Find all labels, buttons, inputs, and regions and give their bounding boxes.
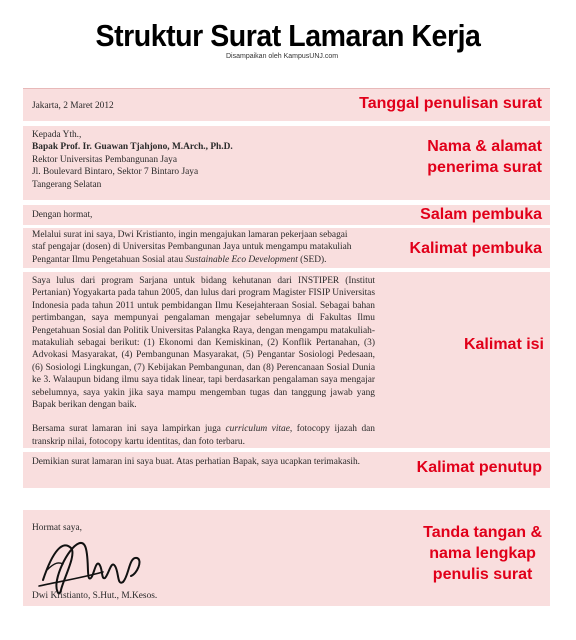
signature-label-line: Tanda tangan & [423, 524, 542, 541]
page-subtitle: Disampaikan oleh KampusUNJ.com [226, 53, 339, 60]
recipient-line: Jl. Boulevard Bintaro, Sektor 7 Bintaro Jaya [32, 167, 199, 178]
closing-section [23, 452, 550, 488]
recipient-line: Tangerang Selatan [32, 179, 102, 190]
recipient-label-line: Nama & alamat [427, 138, 542, 155]
content-text-span: , fotocopy ijazah dan transkrip nilai, fotocopy kartu identitas, dan foto terbaru. [32, 424, 375, 447]
closing-label: Kalimat penutup [416, 459, 542, 476]
closing-text: Demikian surat lamaran ini saya buat. Atas perhatian Bapak, saya ucapkan terimakasih. [32, 457, 361, 467]
signature-label-line: nama lengkap [429, 545, 536, 562]
date-text: Jakarta, 2 Maret 2012 [32, 101, 114, 111]
opening-label: Kalimat pembuka [409, 240, 542, 257]
content-paragraph: Saya lulus dari program Sarjana untuk bidang kehutanan dari INSTIPER (Institut Pertanian) Yogyakarta pada tahun 2005, dan lulus dari program Magister FISIP Universitas Indonesia pada tahun 2011 untuk pembidangan Ilmu Kesejahteraan Sosial. Sebagai bahan pertimbangan, saya mempunyai pengalaman mengajar sebelumnya di Fakultas Ilmu Pengetahuan Sosial dan Politik Universitas Palangka Raya, dengan mengampu matakuliah-matakuliah sebagai berikut: (1) Ekonomi dan Kemiskinan, (2) Konflik Pertanahan, (3) Advokasi Masyarakat, (4) Pembangunan Masyarakat, (5) Pengantar Sosiologi Pedesaan, (6) Sosiologi Lingkungan, (7) Kebijakan Pembangunan, dan (8) Perencanaan Sosial Dunia ke 3. Walaupun bidang ilmu saya tidak linear, tapi berdasarkan pengalaman saya mengajar sebelumnya, saya yakin jika saya mampu mengemban tugas dan tanggung jawab yang Bapak berikan dengan baik. [32, 276, 375, 411]
content-text [32, 275, 375, 448]
opening-line: Melalui surat ini saya, Dwi Kristianto, ingin mengajukan lamaran pekerjaan sebagai [32, 230, 348, 240]
recipient-section [23, 126, 550, 200]
signature-section [23, 510, 550, 606]
signature-label [423, 522, 542, 585]
opening-line [32, 254, 372, 266]
recipient-name: Bapak Prof. Ir. Guawan Tjahjono, M.Arch., Ph.D. [32, 142, 233, 153]
recipient-line: Rektor Universitas Pembangunan Jaya [32, 154, 178, 165]
content-text-span: Bersama surat lamaran ini saya lampirkan juga [32, 424, 226, 435]
page-title: Struktur Surat Lamaran Kerja [95, 18, 481, 53]
greeting-text: Dengan hormat, [32, 210, 93, 220]
content-label: Kalimat isi [463, 336, 544, 353]
signature-salutation: Hormat saya, [32, 523, 82, 533]
date-section [23, 88, 550, 121]
content-italic: curriculum vitae [225, 424, 290, 435]
recipient-address [32, 129, 233, 191]
recipient-line: Kepada Yth., [32, 130, 82, 140]
greeting-label: Salam pembuka [420, 206, 542, 223]
signature-label-line: penulis surat [432, 566, 533, 583]
opening-line-italic: Sustainable Eco Development [185, 254, 298, 265]
opening-line-text: (SED). [297, 254, 327, 265]
date-label: Tanggal penulisan surat [359, 95, 542, 112]
content-paragraph [32, 423, 375, 448]
opening-line-text: Pengantar Ilmu Pengetahuan Sosial atau [32, 254, 186, 265]
content-section [23, 272, 550, 448]
opening-line: staf pengajar (dosen) di Universitas Pembangunan Jaya untuk mengampu matakuliah [32, 242, 352, 253]
opening-section [23, 228, 550, 268]
opening-text [32, 229, 372, 266]
greeting-section [23, 205, 550, 225]
recipient-label [427, 136, 542, 178]
signature-name: Dwi Kristianto, S.Hut., M.Kesos. [32, 591, 158, 601]
recipient-label-line: penerima surat [427, 159, 542, 176]
handwritten-signature [33, 520, 153, 600]
